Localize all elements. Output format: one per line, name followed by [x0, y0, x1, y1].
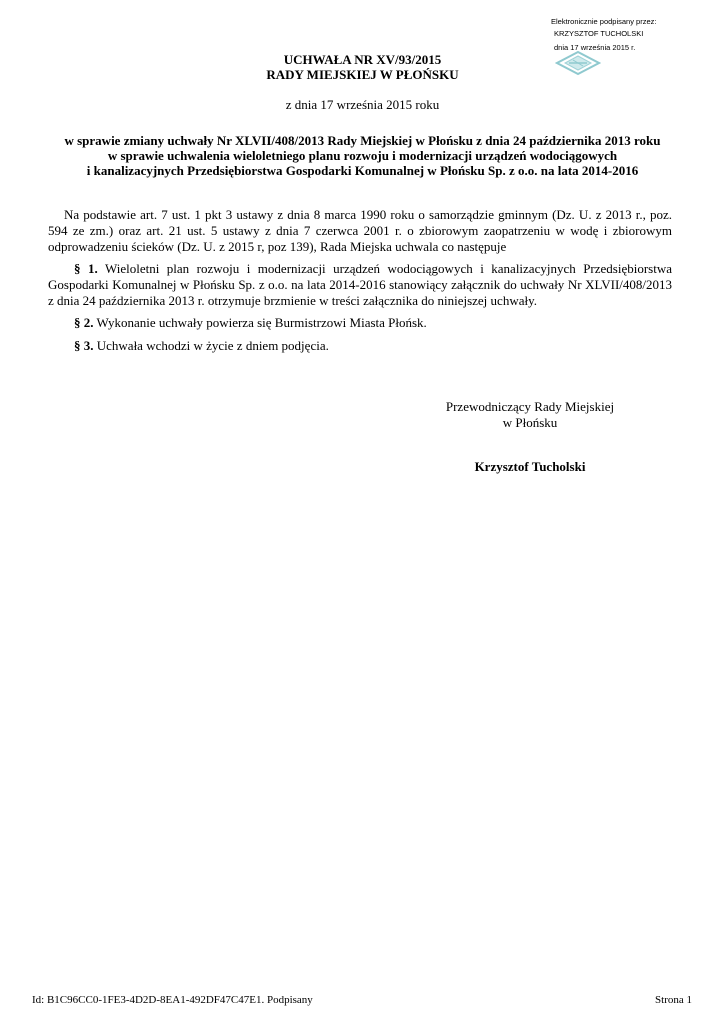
page-number: Strona 1 — [655, 994, 692, 1006]
subject-line-2: w sprawie uchwalenia wieloletniego planu rozwoju i modernizacji urządzeń wodociągowych — [107, 148, 618, 163]
section-3 — [48, 338, 672, 354]
section-3-text: Uchwała wchodzi w życie z dniem podjęcia. — [96, 338, 329, 353]
section-1 — [48, 261, 672, 309]
document-id-footer: Id: B1C96CC0-1FE3-4D2D-8EA1-492DF47C47E1. Podpisany — [32, 994, 313, 1006]
resolution-date: z dnia 17 września 2015 roku — [285, 97, 440, 112]
legal-basis-paragraph: Na podstawie art. 7 ust. 1 pkt 3 ustawy z dnia 8 marca 1990 roku o samorządzie gminnym (Dz. U. z 2013 r., poz. 594 ze zm.) oraz art. 21 ust. 5 ustawy z dnia 7 czerwca 2001 r. o zbiorowym zaopatrzeniu w wodę i zbiorowym odprowadzeniu ścieków (Dz. U. z 2015 r, poz 139), Rada Miejska uchwala co następuje — [48, 207, 672, 254]
section-2-text: Wykonanie uchwały powierza się Burmistrzowi Miasta Płońsk. — [96, 315, 427, 330]
subject-line-3: i kanalizacyjnych Przedsiębiorstwa Gospodarki Komunalnej w Płońsku Sp. z o.o. na lata 2014-2016 — [86, 163, 639, 178]
subject-line-1: w sprawie zmiany uchwały Nr XLVII/408/2013 Rady Miejskiej w Płońsku z dnia 24 października 2013 roku — [64, 133, 661, 148]
section-3-marker: § 3. — [74, 338, 94, 353]
section-1-text: Wieloletni plan rozwoju i modernizacji urządzeń wodociągowych i kanalizacyjnych Przedsiębiorstwa Gospodarki Komunalnej w Płońsku Sp. z o.o. na lata 2014-2016 stanowiący załącznik do uchwały Nr XLVII/408/2013 z dnia 24 października 2013 r. otrzymuje brzmienie w treści załącznika do niniejszej uchwały. — [48, 261, 673, 308]
section-2-marker: § 2. — [74, 315, 94, 330]
signatory-role: Przewodniczący Rady Miejskiej — [445, 399, 615, 414]
section-2 — [48, 315, 672, 331]
resolution-issuer: RADY MIEJSKIEJ W PŁOŃSKU — [266, 67, 459, 82]
electronic-signature-block — [551, 16, 711, 76]
resolution-title: UCHWAŁA NR XV/93/2015 — [283, 52, 442, 67]
signatory-location: w Płońsku — [502, 415, 558, 430]
signature-line-date: dnia 17 września 2015 r. — [554, 43, 636, 52]
section-1-marker: § 1. — [74, 261, 98, 276]
signature-line-signer: KRZYSZTOF TUCHOLSKI — [554, 29, 644, 38]
signature-line-signed-by: Elektronicznie podpisany przez: — [551, 17, 657, 26]
signatory-name: Krzysztof Tucholski — [474, 459, 586, 474]
